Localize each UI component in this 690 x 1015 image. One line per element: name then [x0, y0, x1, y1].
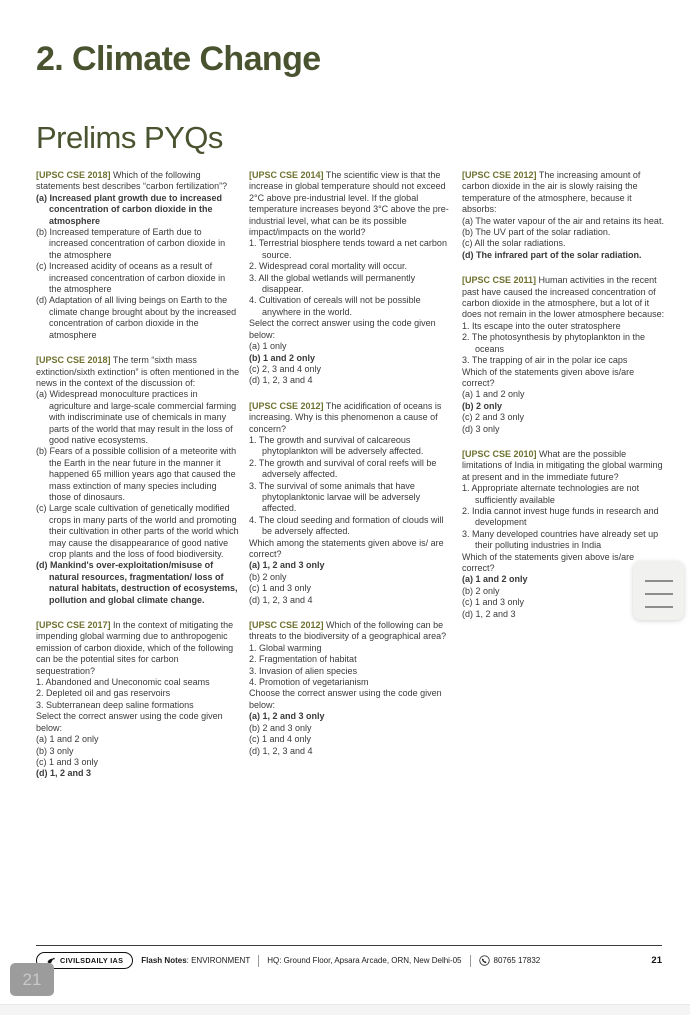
question-block	[36, 170, 240, 341]
question-option: (c) 2 and 3 only	[462, 412, 525, 423]
question-option: (d) 1, 2, 3 and 4	[249, 594, 313, 605]
question-year-tag: [UPSC CSE 2018]	[36, 355, 111, 366]
question-line: 2. Depleted oil and gas reservoirs	[36, 688, 171, 699]
question-year-tag: [UPSC CSE 2017]	[36, 620, 111, 631]
question-option: (a) 1 and 2 only	[36, 734, 99, 745]
column-2	[249, 170, 453, 794]
question-stem: [UPSC CSE 2011] Human activities in the recent past have caused the increased concentration of carbon dioxide in the atmosphere, but a lot of it does not remain in the lower atmosphere because:	[462, 275, 665, 320]
question-columns	[36, 170, 666, 794]
question-option: (c) 1 and 4 only	[249, 734, 312, 745]
question-option: (d) Adaptation of all living beings on Earth to the climate change brought about by the increased concentration of carbon dioxide in the atmosphere	[36, 295, 237, 340]
question-line: 3. Invasion of alien species	[249, 665, 358, 676]
hamburger-line-icon	[645, 606, 673, 608]
flash-notes-label	[141, 956, 250, 965]
question-year-tag: [UPSC CSE 2012]	[249, 620, 324, 631]
question-option: (d) 1, 2 and 3	[36, 768, 92, 779]
question-block	[462, 275, 666, 435]
question-line: 1. Appropriate alternate technologies are not sufficiently available	[462, 483, 640, 505]
question-option: (d) 1, 2 and 3	[462, 608, 516, 619]
question-year-tag: [UPSC CSE 2012]	[249, 400, 324, 411]
question-stem: [UPSC CSE 2012] Which of the following can be threats to the biodiversity of a geographical area?	[249, 620, 447, 642]
question-option: (b) 2 only	[462, 585, 500, 596]
viewer-page-indicator: 21	[10, 963, 54, 996]
question-stem: [UPSC CSE 2018] Which of the following statements best describes “carbon fertilization”?	[36, 170, 228, 192]
question-line: Select the correct answer using the code given below:	[249, 318, 436, 340]
question-block	[249, 170, 453, 387]
question-option: (d) The infrared part of the solar radiation.	[462, 249, 642, 260]
question-stem: [UPSC CSE 2017] In the context of mitigating the impending global warming due to anthropogenic emission of carbon dioxide, which of the following can be the potential sites for carbon sequestration?	[36, 620, 234, 676]
question-line: Select the correct answer using the code given below:	[36, 711, 223, 733]
flash-notes-bold: Flash Notes	[141, 956, 187, 965]
question-option: (c) Large scale cultivation of genetically modified crops in many parts of the world and promoting their cultivation in other parts of the world which may cause the disappearance of good native crop plants and the loss of food biodiversity.	[36, 503, 239, 559]
footer-divider	[470, 955, 471, 967]
question-option: (a) Widespread monoculture practices in agriculture and large-scale commercial farming with indiscriminate use of chemicals in many parts of the world that may result in the loss of good native ecosystems.	[36, 389, 237, 445]
question-option: (c) 1 and 3 only	[249, 583, 312, 594]
question-option: (c) 1 and 3 only	[36, 756, 99, 767]
hq-address: HQ: Ground Floor, Apsara Arcade, ORN, New Delhi-05	[267, 956, 462, 965]
question-option: (b) 2 only	[462, 400, 502, 411]
phone-icon	[479, 955, 490, 966]
question-line: 2. Widespread coral mortality will occur.	[249, 261, 408, 272]
question-year-tag: [UPSC CSE 2011]	[462, 275, 537, 286]
question-line: Choose the correct answer using the code given below:	[249, 688, 442, 710]
question-option: (a) 1 only	[249, 341, 287, 352]
hamburger-line-icon	[645, 580, 673, 582]
question-line: 2. The photosynthesis by phytoplankton in the oceans	[462, 332, 645, 354]
flash-notes-value: : ENVIRONMENT	[186, 956, 251, 965]
question-line: 3. Many developed countries have already set up their polluting industries in India	[462, 528, 659, 551]
question-option: (b) 3 only	[36, 745, 74, 756]
phone-contact	[479, 955, 541, 966]
question-option: (b) 1 and 2 only	[249, 352, 316, 363]
question-option: (a) 1, 2 and 3 only	[249, 711, 325, 722]
question-option: (c) 2, 3 and 4 only	[249, 363, 322, 374]
question-option: (c) Increased acidity of oceans as a result of increased concentration of carbon dioxide in the atmosphere	[36, 261, 226, 295]
column-3	[462, 170, 666, 794]
brand-name: CIVILSDAILY IAS	[60, 956, 124, 965]
question-line: 4. The cloud seeding and formation of clouds will be adversely affected.	[249, 514, 444, 537]
page-title: 2. Climate Change	[36, 40, 321, 78]
page-number: 21	[651, 955, 662, 966]
section-subtitle: Prelims PYQs	[36, 120, 223, 155]
question-option: (b) 2 and 3 only	[249, 722, 312, 733]
question-line: 1. Abandoned and Uneconomic coal seams	[36, 677, 210, 688]
question-block	[249, 401, 453, 606]
question-stem: [UPSC CSE 2010] What are the possible limitations of India in mitigating the global warming at present and in the immediate future?	[462, 448, 663, 482]
question-stem: [UPSC CSE 2012] The acidification of oceans is increasing. Why is this phenomenon a cause of concern?	[249, 400, 442, 434]
column-1	[36, 170, 240, 794]
question-line: 2. The growth and survival of coral reefs will be adversely affected.	[249, 457, 437, 480]
question-line: 2. India cannot invest huge funds in research and development	[462, 505, 659, 528]
hamburger-line-icon	[645, 593, 673, 595]
question-line: 4. Cultivation of cereals will not be possible anywhere in the world.	[249, 295, 421, 317]
question-line: 2. Fragmentation of habitat	[249, 654, 357, 665]
question-year-tag: [UPSC CSE 2014]	[249, 170, 324, 180]
page-footer	[36, 945, 662, 969]
question-line: 1. The growth and survival of calcareous phytoplankton will be adversely affected.	[249, 434, 424, 457]
document-page	[0, 42, 690, 1015]
question-line: 3. The survival of some animals that have phytoplanktonic larvae will be adversely affected.	[249, 480, 421, 514]
viewer-background-strip	[0, 1004, 690, 1015]
question-option: (b) Increased temperature of Earth due to increased concentration of carbon dioxide in the atmosphere	[36, 227, 226, 260]
question-option: (a) Increased plant growth due to increased concentration of carbon dioxide in the atmosphere	[36, 192, 223, 226]
question-stem: [UPSC CSE 2012] The increasing amount of carbon dioxide in the air is slowly raising the temperature of the atmosphere, because it absorbs:	[462, 170, 641, 215]
question-line: 3. Subterranean deep saline formations	[36, 699, 194, 710]
question-line: Which of the statements given above is/are correct?	[462, 366, 635, 388]
question-option: (a) 1 and 2 only	[462, 574, 528, 585]
question-option: (b) Fears of a possible collision of a meteorite with the Earth in the near future in the manner it happened 65 million years ago that caused the mass extinction of many species including those of dinosaurs.	[36, 446, 237, 502]
question-line: 1. Its escape into the outer stratosphere	[462, 320, 621, 331]
phone-number: 80765 17832	[493, 956, 541, 965]
question-option: (d) 3 only	[462, 423, 500, 434]
question-year-tag: [UPSC CSE 2010]	[462, 448, 537, 459]
question-block	[36, 355, 240, 606]
question-option: (d) Mankind's over-exploitation/misuse of natural resources, fragmentation/ loss of natural habitats, destruction of ecosystems, pollution and global climate change.	[36, 560, 238, 605]
question-option: (a) 1 and 2 only	[462, 389, 525, 400]
question-option: (d) 1, 2, 3 and 4	[249, 375, 313, 386]
question-line: 3. All the global wetlands will permanently disappear.	[249, 272, 416, 295]
question-line: 1. Terrestrial biosphere tends toward a net carbon source.	[249, 238, 447, 260]
annotation-menu-button[interactable]	[633, 561, 684, 620]
question-block	[36, 620, 240, 780]
question-block	[249, 620, 453, 757]
question-line: 3. The trapping of air in the polar ice caps	[462, 355, 628, 366]
question-line: 4. Promotion of vegetarianism	[249, 677, 369, 688]
question-option: (c) 1 and 3 only	[462, 597, 525, 608]
question-option: (b) The UV part of the solar radiation.	[462, 227, 611, 238]
question-option: (a) The water vapour of the air and retains its heat.	[462, 215, 664, 226]
question-option: (d) 1, 2, 3 and 4	[249, 745, 313, 756]
question-option: (a) 1, 2 and 3 only	[249, 560, 325, 571]
question-line: Which of the statements given above is/are correct?	[462, 551, 635, 573]
question-year-tag: [UPSC CSE 2018]	[36, 170, 111, 180]
footer-divider	[258, 955, 259, 967]
question-year-tag: [UPSC CSE 2012]	[462, 170, 537, 180]
question-stem: [UPSC CSE 2018] The term “sixth mass extinction/sixth extinction” is often mentioned in the news in the context of the discussion of:	[36, 355, 240, 388]
question-block	[462, 170, 666, 261]
question-stem: [UPSC CSE 2014] The scientific view is that the increase in global temperature should not exceed 2°C above pre-industrial level. If the global temperature increases beyond 3°C above the pre-industrial level, what can be its possible impact/impacts on the world?	[249, 170, 449, 238]
question-line: 1. Global warming	[249, 642, 322, 653]
question-line: Which among the statements given above is/ are correct?	[249, 537, 444, 559]
question-option: (c) All the solar radiations.	[462, 238, 566, 249]
question-option: (b) 2 only	[249, 571, 287, 582]
